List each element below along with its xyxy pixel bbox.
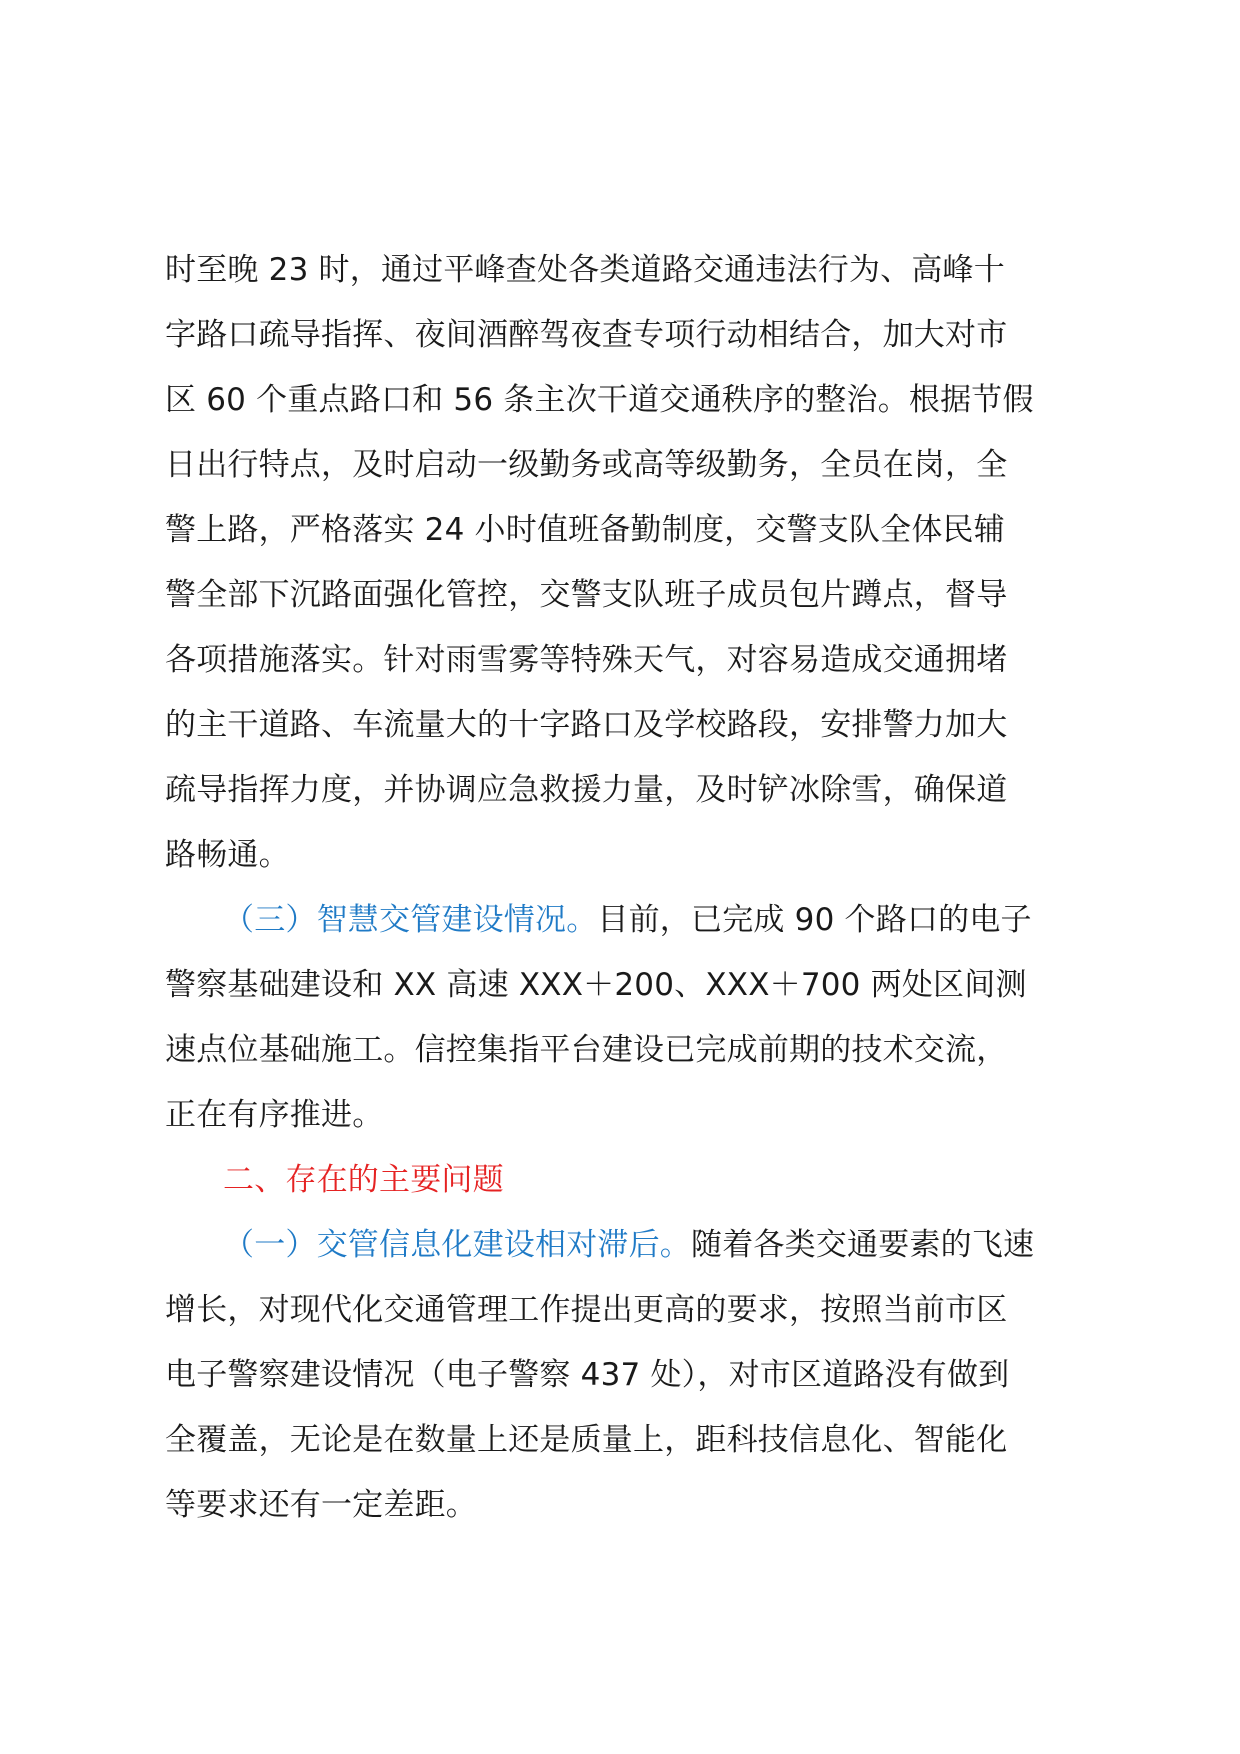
paragraph-line: 路畅通。	[165, 837, 290, 873]
section-1-first-line-text: 随着各类交通要素的飞速	[691, 1227, 1035, 1263]
paragraph-line: 警察基础建设和 XX 高速 XXX＋200、XXX＋700 两处区间测	[165, 967, 1027, 1003]
section-3-first-line	[165, 888, 1085, 953]
paragraph-line: 增长，对现代化交通管理工作提出更高的要求，按照当前市区	[165, 1292, 1008, 1328]
paragraph-line: 区 60 个重点路口和 56 条主次干道交通秩序的整治。根据节假	[165, 382, 1034, 418]
paragraph-line: 等要求还有一定差距。	[165, 1487, 477, 1523]
paragraph-line: 全覆盖，无论是在数量上还是质量上，距科技信息化、智能化	[165, 1422, 1008, 1458]
paragraph-line: 疏导指挥力度，并协调应急救援力量，及时铲冰除雪，确保道	[165, 772, 1008, 808]
paragraph-line: 日出行特点，及时启动一级勤务或高等级勤务，全员在岗，全	[165, 447, 1008, 483]
paragraph-line: 速点位基础施工。信控集指平台建设已完成前期的技术交流，	[165, 1032, 1008, 1068]
part-2-heading: 二、存在的主要问题	[223, 1162, 504, 1198]
paragraph-line: 电子警察建设情况（电子警察 437 处），对市区道路没有做到	[165, 1357, 1010, 1393]
paragraph-line: 的主干道路、车流量大的十字路口及学校路段，安排警力加大	[165, 707, 1008, 743]
paragraph-line: 各项措施落实。针对雨雪雾等特殊天气，对容易造成交通拥堵	[165, 642, 1008, 678]
paragraph-line: 正在有序推进。	[165, 1097, 384, 1133]
paragraph-line: 警上路，严格落实 24 小时值班备勤制度，交警支队全体民辅	[165, 512, 1005, 548]
document-body	[165, 238, 1085, 1538]
section-1-first-line	[165, 1213, 1085, 1278]
paragraph-line: 时至晚 23 时，通过平峰查处各类道路交通违法行为、高峰十	[165, 252, 1005, 288]
section-1-heading: （一）交管信息化建设相对滞后。	[223, 1227, 691, 1263]
section-3-first-line-text: 目前，已完成 90 个路口的电子	[597, 902, 1032, 938]
paragraph-line: 警全部下沉路面强化管控，交警支队班子成员包片蹲点，督导	[165, 577, 1008, 613]
paragraph-line: 字路口疏导指挥、夜间酒醉驾夜查专项行动相结合，加大对市	[165, 317, 1008, 353]
section-3-heading: （三）智慧交管建设情况。	[223, 902, 598, 938]
